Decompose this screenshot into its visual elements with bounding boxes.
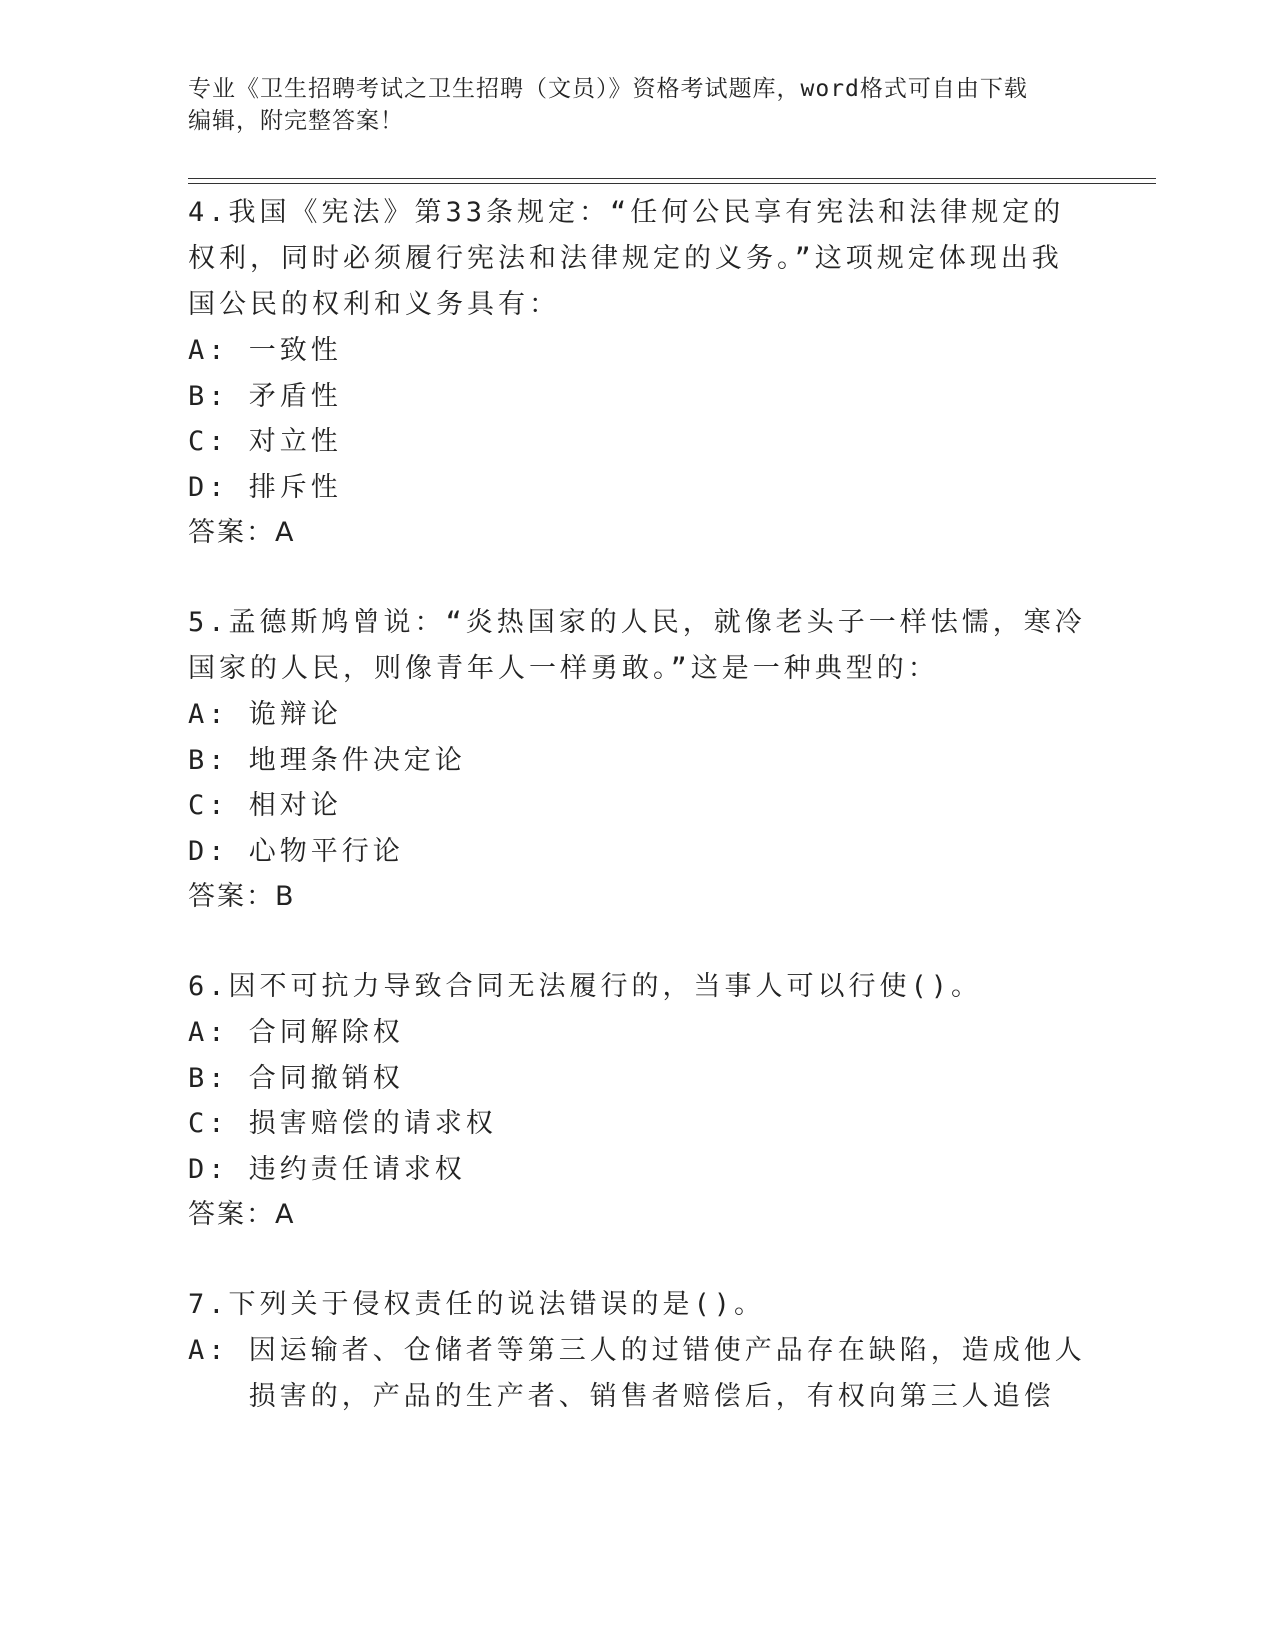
option-a: [188, 328, 1088, 374]
answer-line: 答案：A: [188, 517, 296, 548]
option-key: D:: [188, 1153, 249, 1185]
question-stem: 7.下列关于侵权责任的说法错误的是()。: [188, 1289, 766, 1320]
option-d: [188, 829, 1088, 875]
option-text: 矛盾性: [248, 380, 342, 412]
header-divider-top: [188, 178, 1156, 179]
option-d: [188, 1147, 1088, 1193]
header-line-1: 专业《卫生招聘考试之卫生招聘（文员）》资格考试题库，word格式可自由下载: [188, 76, 1028, 102]
question-stem: 5.孟德斯鸠曾说：“炎热国家的人民，就像老头子一样怯懦，寒冷国家的人民，则像青年人一样勇敢。”这是一种典型的：: [188, 607, 1086, 684]
option-a: [188, 1010, 1088, 1056]
option-key: D:: [188, 835, 249, 867]
question-item: [188, 600, 1088, 920]
option-key: A:: [188, 335, 249, 366]
option-text: 因运输者、仓储者等第三人的过错使产品存在缺陷，造成他人损害的，产品的生产者、销售者赔偿后，有权向第三人追偿: [248, 1335, 1086, 1412]
option-c: [188, 1101, 1088, 1147]
question-item: [188, 964, 1088, 1238]
option-c: [188, 783, 1088, 829]
option-a: [188, 1328, 1088, 1419]
option-text: 损害赔偿的请求权: [248, 1108, 497, 1139]
option-text: 合同解除权: [248, 1017, 404, 1048]
option-b: [188, 738, 1088, 784]
option-text: 地理条件决定论: [248, 744, 466, 776]
option-d: [188, 465, 1088, 511]
option-text: 对立性: [248, 426, 342, 457]
option-text: 合同撤销权: [248, 1062, 404, 1094]
option-key: C:: [188, 426, 249, 457]
answer-line: 答案：B: [188, 881, 296, 912]
header-line-2: 编辑，附完整答案！: [188, 108, 404, 134]
option-text: 排斥性: [248, 471, 342, 503]
question-item: [188, 1282, 1088, 1419]
option-text: 诡辩论: [248, 699, 342, 730]
option-text: 一致性: [248, 335, 342, 366]
option-text: 相对论: [248, 790, 342, 821]
header-divider-bottom: [188, 183, 1156, 184]
option-b: [188, 1056, 1088, 1102]
option-c: [188, 419, 1088, 465]
question-stem: 6.因不可抗力导致合同无法履行的，当事人可以行使()。: [188, 971, 983, 1002]
option-key: A:: [188, 1017, 249, 1048]
option-key: B:: [188, 380, 249, 412]
option-key: D:: [188, 471, 249, 503]
question-list: [188, 190, 1088, 1463]
option-a: [188, 692, 1088, 738]
option-key: C:: [188, 1108, 249, 1139]
option-key: B:: [188, 1062, 249, 1094]
option-text: 心物平行论: [248, 835, 404, 867]
option-key: A:: [188, 1335, 249, 1366]
option-key: A:: [188, 699, 249, 730]
document-header: [188, 73, 1088, 137]
question-stem: 4.我国《宪法》第33条规定：“任何公民享有宪法和法律规定的权利，同时必须履行宪法和法律规定的义务。”这项规定体现出我国公民的权利和义务具有：: [188, 197, 1065, 320]
option-text: 违约责任请求权: [248, 1153, 466, 1185]
answer-line: 答案：A: [188, 1199, 296, 1230]
option-b: [188, 374, 1088, 420]
option-key: C:: [188, 790, 249, 821]
question-item: [188, 190, 1088, 556]
option-key: B:: [188, 744, 249, 776]
